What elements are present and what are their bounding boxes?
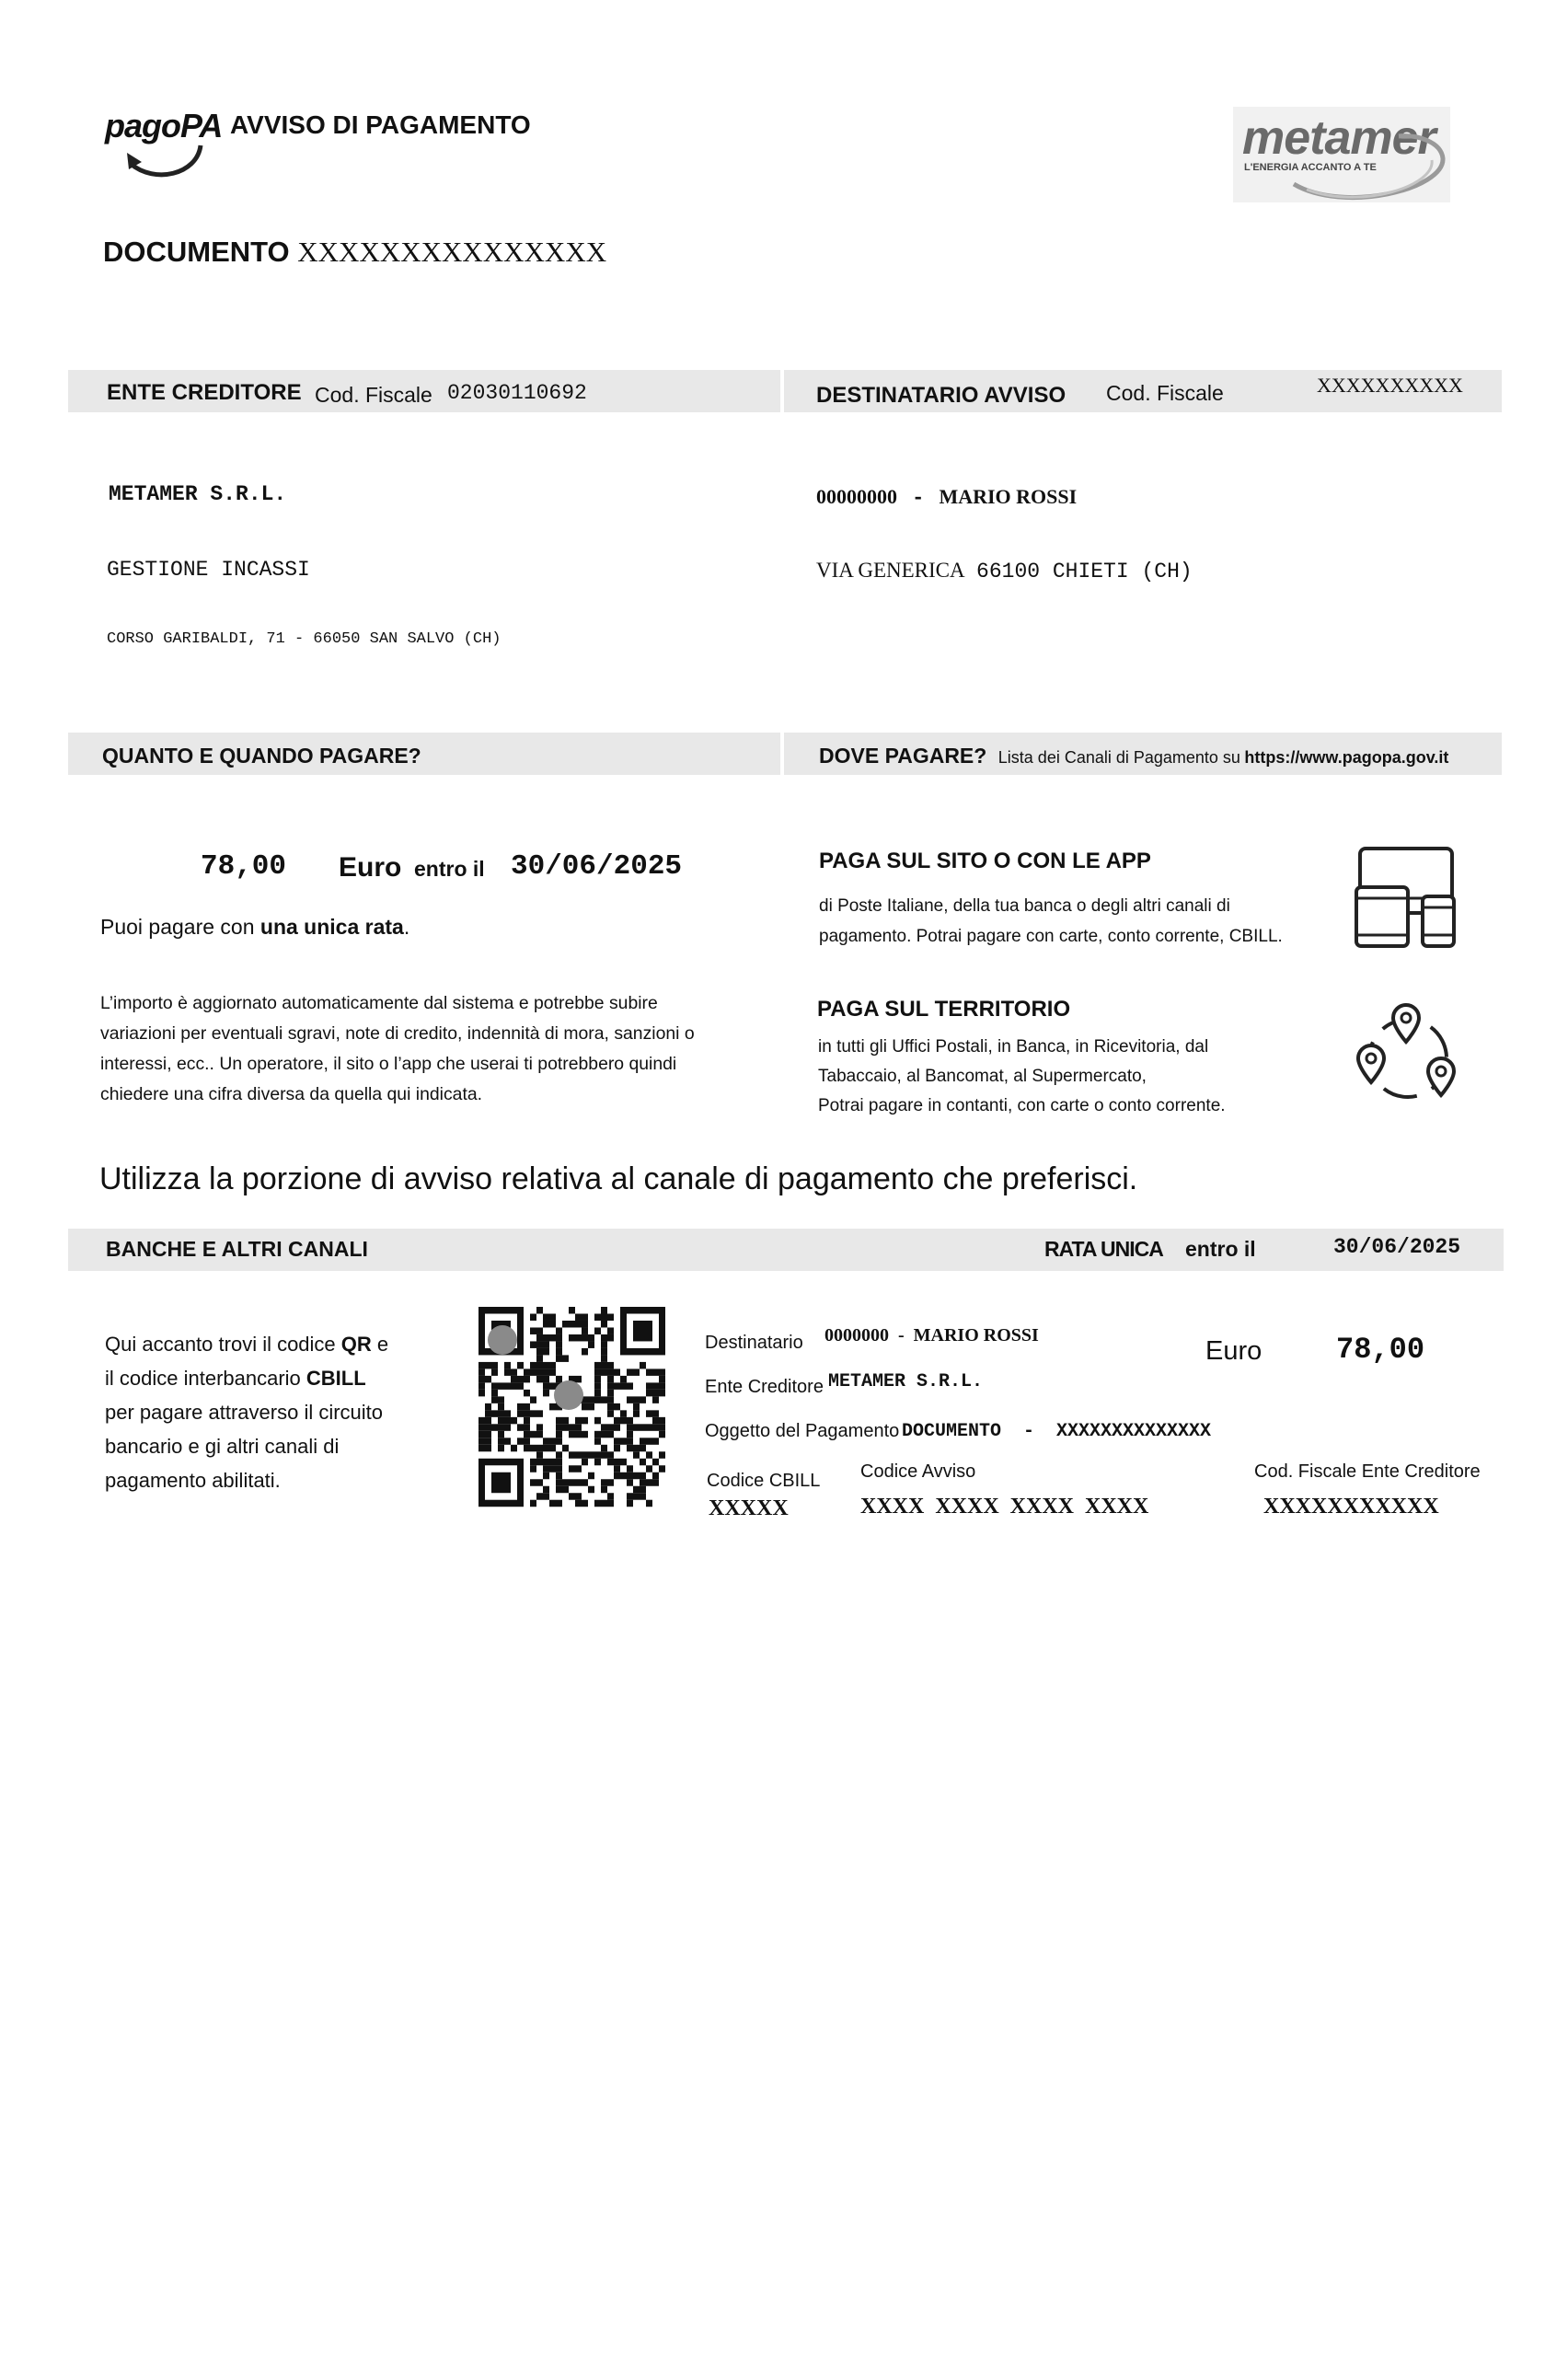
territory-line-2: Tabaccaio, al Bancomat, al Supermercato, xyxy=(818,1067,1147,1086)
creditor-value-bank: METAMER S.R.L. xyxy=(828,1371,984,1392)
metamer-tagline: L'ENERGIA ACCANTO A TE xyxy=(1244,162,1377,173)
pagopa-arrow-icon xyxy=(118,140,210,186)
banks-due-date: 30/06/2025 xyxy=(1333,1235,1461,1259)
notice-value: XXXX XXXX XXXX XXXX xyxy=(860,1495,1149,1519)
intro-prefix: Qui accanto trovi il codice xyxy=(105,1333,336,1356)
online-title: PAGA SUL SITO O CON LE APP xyxy=(819,849,1151,873)
recipient-heading: DESTINATARIO AVVISO xyxy=(816,383,1066,408)
use-portion-note: Utilizza la porzione di avviso relativa al canale di pagamento che preferisci. xyxy=(99,1161,1138,1196)
single-suffix: . xyxy=(403,915,410,939)
metamer-logo xyxy=(1233,107,1450,202)
intro-suffix: per pagare attraverso il circuito bancario e gi altri canali di pagamento abilitati. xyxy=(105,1401,384,1492)
creditor-cf-label-bank: Cod. Fiscale Ente Creditore xyxy=(1254,1461,1481,1482)
document-label: DOCUMENTO xyxy=(103,236,290,268)
amount-disclaimer: L’importo è aggiornato automaticamente dal sistema e potrebbe subire variazioni per eventuali sgravi, note di credito, indennità di mora, sanzioni o interessi, ecc.. Un operatore, il sito o l’app che userai ti potrebbero quindi chiedere una cifra diversa da quella qui indicata. xyxy=(100,993,695,1104)
intro-mid: e il codice interbancario xyxy=(105,1333,389,1390)
devices-icon xyxy=(1351,843,1459,952)
recipient-separator: - xyxy=(912,487,925,510)
territory-title: PAGA SUL TERRITORIO xyxy=(817,997,1071,1022)
bank-currency: Euro xyxy=(1205,1336,1262,1366)
qr-code xyxy=(477,1305,666,1509)
single-bold: una unica rata xyxy=(259,915,404,939)
recipient-code: 00000000 xyxy=(816,485,897,508)
rata-unica-label: RATA UNICA xyxy=(1044,1237,1163,1261)
cbill-label: Codice CBILL xyxy=(707,1471,821,1491)
banks-heading: BANCHE E ALTRI CANALI xyxy=(106,1237,368,1261)
object-value: DOCUMENTO - XXXXXXXXXXXXXX xyxy=(902,1421,1212,1442)
document-number: XXXXXXXXXXXXXXX xyxy=(297,236,607,268)
territory-line-3: Potrai pagare in contanti, con carte o conto corrente. xyxy=(818,1096,1226,1115)
where-heading: DOVE PAGARE? xyxy=(819,744,987,768)
creditor-cf-value: 02030110692 xyxy=(447,381,587,405)
bank-amount: 78,00 xyxy=(1336,1333,1425,1367)
channels-list-link[interactable]: https://www.pagopa.gov.it xyxy=(1244,748,1449,767)
banks-intro xyxy=(105,1327,399,1497)
creditor-label-bank: Ente Creditore xyxy=(705,1377,824,1397)
where-heading-line xyxy=(819,744,1448,768)
single-prefix: Puoi pagare con xyxy=(100,915,255,939)
notice-label: Codice Avviso xyxy=(860,1461,976,1482)
page-title: AVVISO DI PAGAMENTO xyxy=(230,110,531,139)
creditor-address: CORSO GARIBALDI, 71 - 66050 SAN SALVO (CH) xyxy=(107,630,502,648)
banks-due-label: entro il xyxy=(1185,1237,1256,1261)
due-label: entro il xyxy=(414,857,485,881)
recipient-label-bank: Destinatario xyxy=(705,1333,803,1353)
creditor-department: GESTIONE INCASSI xyxy=(107,558,310,582)
channels-list-text: Lista dei Canali di Pagamento su xyxy=(997,748,1240,767)
intro-cbill: CBILL xyxy=(306,1367,366,1390)
recipient-cf-label: Cod. Fiscale xyxy=(1106,381,1224,405)
territory-line-1: in tutti gli Uffici Postali, in Banca, in Ricevitoria, dal xyxy=(818,1037,1209,1057)
due-date: 30/06/2025 xyxy=(511,850,683,883)
recipient-cf-value: XXXXXXXXXX xyxy=(1317,374,1463,397)
intro-qr: QR xyxy=(340,1333,372,1356)
document-heading xyxy=(103,236,606,269)
how-much-heading: QUANTO E QUANDO PAGARE? xyxy=(102,744,421,768)
metamer-swoosh-icon xyxy=(1288,125,1450,202)
cbill-value: XXXXX xyxy=(709,1496,789,1520)
creditor-cf-value-bank: XXXXXXXXXXX xyxy=(1263,1495,1439,1519)
pagopa-logo xyxy=(103,103,223,186)
amount-value: 78,00 xyxy=(201,850,287,883)
creditor-name: METAMER S.R.L. xyxy=(109,482,287,506)
recipient-line xyxy=(816,485,1077,510)
recipient-address xyxy=(816,558,1193,583)
recipient-value-bank: 0000000 - MARIO ROSSI xyxy=(824,1325,1039,1345)
recipient-street: VIA GENERICA xyxy=(816,559,965,582)
creditor-cf-label: Cod. Fiscale xyxy=(315,383,432,407)
map-pins-icon xyxy=(1353,1001,1463,1108)
metamer-logo-text: metamer xyxy=(1242,111,1435,165)
recipient-city: 66100 CHIETI (CH) xyxy=(976,560,1193,583)
amount-currency: Euro xyxy=(339,852,402,883)
creditor-heading: ENTE CREDITORE xyxy=(107,380,302,405)
online-text: di Poste Italiane, della tua banca o degli altri canali di pagamento. Potrai pagare con carte, conto corrente, CBILL. xyxy=(819,896,1283,946)
recipient-name: MARIO ROSSI xyxy=(939,485,1078,508)
single-installment-note xyxy=(100,915,409,940)
object-label: Oggetto del Pagamento xyxy=(705,1421,900,1441)
pagopa-logo-text: pagoPA xyxy=(105,107,223,144)
